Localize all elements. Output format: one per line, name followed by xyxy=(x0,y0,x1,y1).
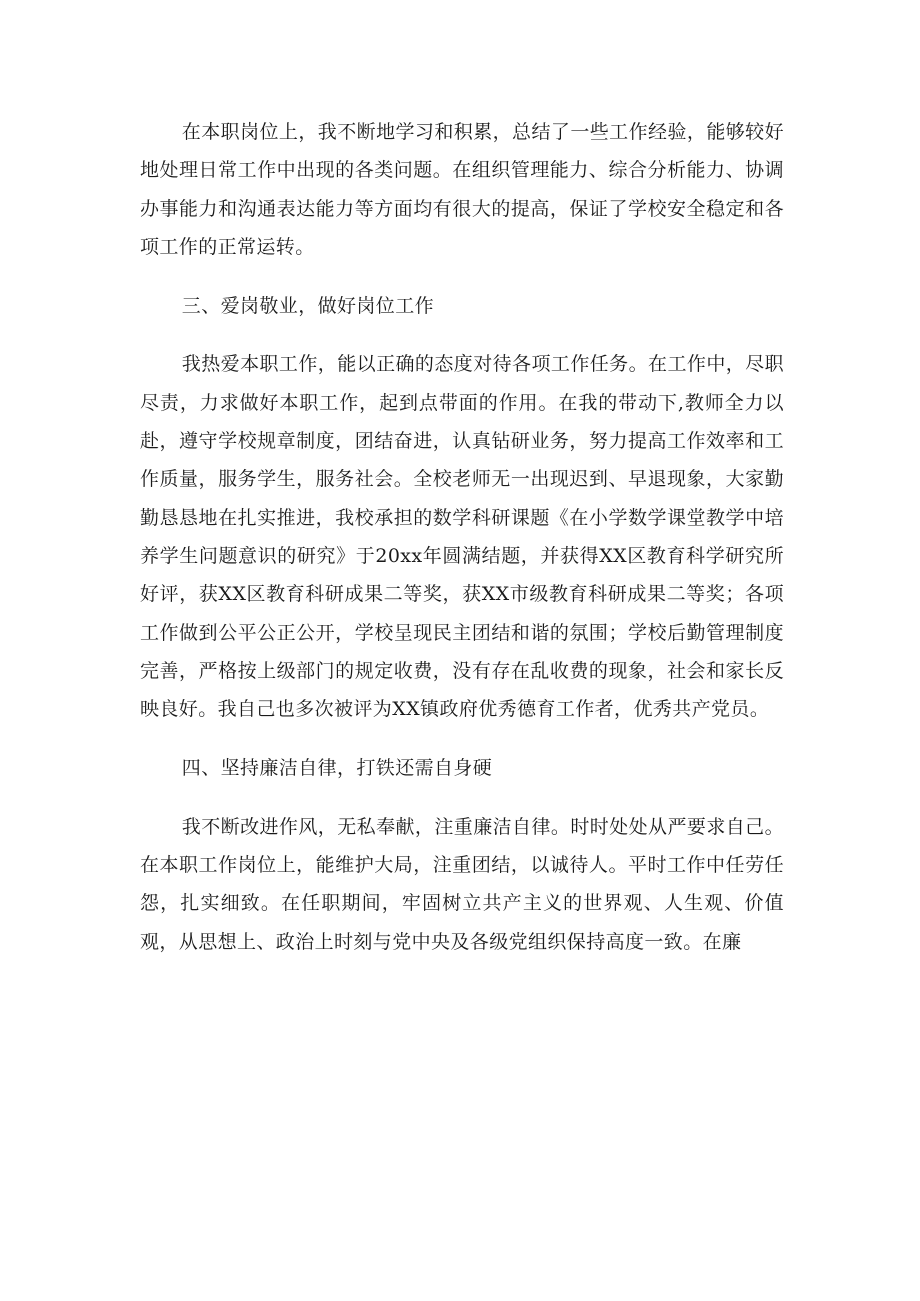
section-heading-3: 三、爱岗敬业，做好岗位工作 xyxy=(181,294,434,317)
section-heading-4: 四、坚持廉洁自律，打铁还需自身硬 xyxy=(181,756,493,779)
paragraph-integrity: 我不断改进作风，无私奉献，注重廉洁自律。时时处处从严要求自己。在本职工作岗位上，能维护大局，注重团结，以诚待人。平时工作中任劳任怨，扎实细致。在任职期间，牢固树立共产主义的世界观、人生观、价值观，从思想上、政治上时刻与党中央及各级党组织保持高度一致。在廉 xyxy=(140,815,784,953)
paragraph-dedication: 我热爱本职工作，能以正确的态度对待各项工作任务。在工作中，尽职尽责，力求做好本职工作，起到点带面的作用。在我的带动下,教师全力以赴，遵守学校规章制度，团结奋进，认真钻研业务，努力提高工作效率和工作质量，服务学生，服务社会。全校老师无一出现迟到、早退现象，大家勤勤恳恳地在扎实推进，我校承担的数学科研课题《在小学数学课堂教学中培养学生问题意识的研究》于20xx年圆满结题，并获得XX区教育科学研究所好评，获XX区教育科研成果二等奖，获XX市级教育科研成果二等奖；各项工作做到公平公正公开，学校呈现民主团结和谐的氛围；学校后勤管理制度完善，严格按上级部门的规定收费，没有存在乱收费的现象，社会和家长反映良好。我自己也多次被评为XX镇政府优秀德育工作者，优秀共产党员。 xyxy=(140,353,784,721)
paragraph-work-experience: 在本职岗位上，我不断地学习和积累，总结了一些工作经验，能够较好地处理日常工作中出现的各类问题。在组织管理能力、综合分析能力、协调办事能力和沟通表达能力等方面均有很大的提高，保证了学校安全稳定和各项工作的正常运转。 xyxy=(140,121,784,258)
document-body xyxy=(140,113,784,981)
